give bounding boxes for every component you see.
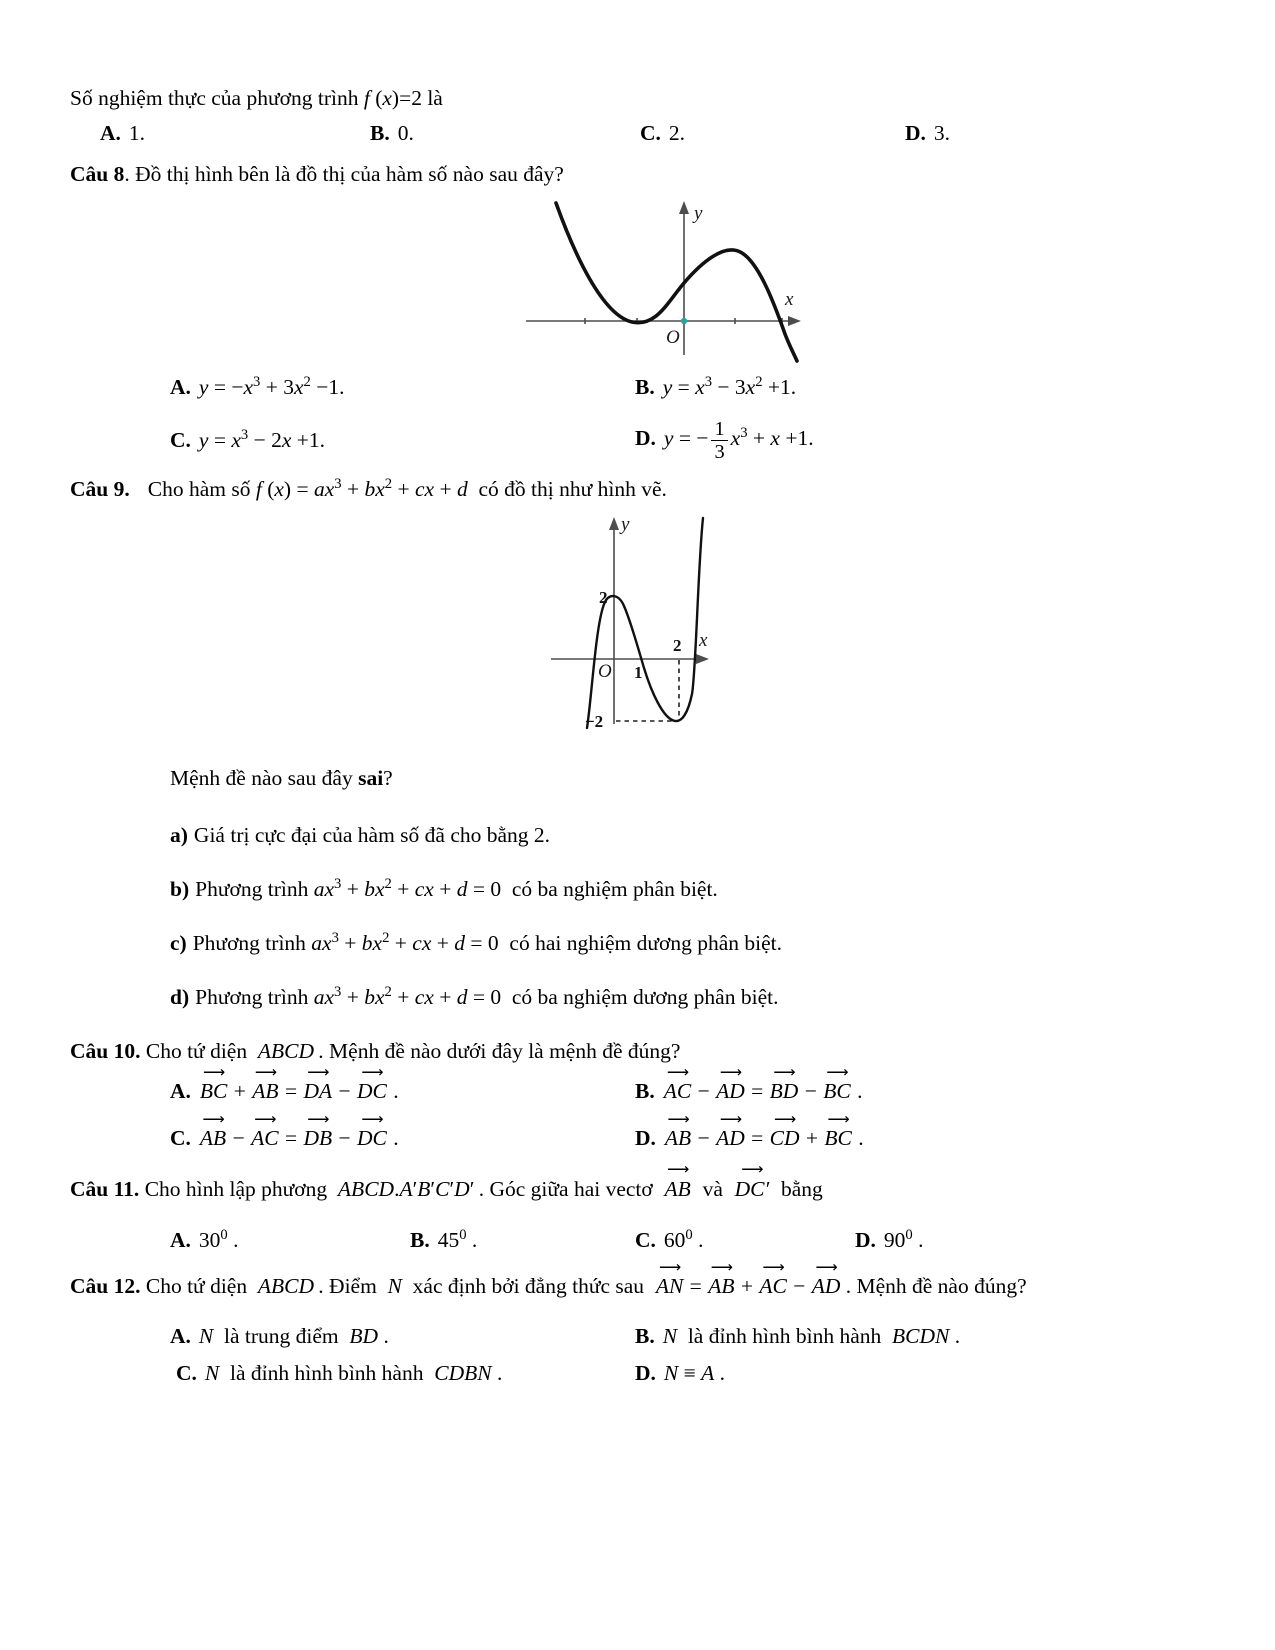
q9-ymax-label: 2 <box>599 588 608 608</box>
q12-option-d-label: D. <box>635 1361 656 1386</box>
q9-x-axis-arrow-icon <box>696 654 709 664</box>
q9-statement-c-label: c) <box>170 931 187 956</box>
q7-option-d-label: D. <box>905 121 926 146</box>
q10-option-b-label: B. <box>635 1079 655 1104</box>
q10-option-d-label: D. <box>635 1125 656 1150</box>
q7-option-a-text: 1. <box>128 121 146 146</box>
q9-x-axis-label: x <box>699 630 708 652</box>
q8-x-axis-arrow-icon <box>788 316 801 326</box>
q12-option-c <box>170 1359 635 1388</box>
q9-graph-svg <box>538 510 718 730</box>
q10-option-d-text: ⟶ AB − ⟶ AD = ⟶ CD + ⟶ BC . <box>664 1126 864 1150</box>
q11-stem <box>70 1170 1215 1209</box>
question-8 <box>70 160 1215 463</box>
q10-option-d <box>635 1119 1215 1158</box>
q8-y-axis-label: y <box>694 203 703 225</box>
q7-options <box>70 119 1215 148</box>
q9-number: Câu 9. <box>70 477 130 502</box>
q8-number: Câu 8 <box>70 162 125 187</box>
q10-number: Câu 10. <box>70 1039 141 1064</box>
q11-option-d-label: D. <box>855 1228 876 1253</box>
q9-stem-text: Cho hàm số f $(x) = ax^3 + bx^2$ + cx + d có đồ thị như hình vẽ. <box>147 476 667 502</box>
q11-option-c <box>635 1226 855 1255</box>
q8-y-axis-arrow-icon <box>679 201 689 214</box>
q12-number: Câu 12. <box>70 1274 141 1299</box>
q8-option-d-label: D. <box>635 426 656 451</box>
q11-option-d-text: $90^0$ . <box>883 1227 924 1253</box>
q12-stem <box>70 1267 1215 1306</box>
q10-option-a <box>170 1072 635 1111</box>
q10-option-a-label: A. <box>170 1079 191 1104</box>
q8-graph-svg <box>503 195 805 363</box>
q9-xtick2-label: 2 <box>673 636 682 656</box>
q11-option-a-text: $30^0$ . <box>198 1227 239 1253</box>
q7-stem: Số nghiệm thực của phương trình f (x)=2 là <box>70 86 443 110</box>
q12-option-c-text: N là đỉnh hình bình hành CDBN . <box>204 1361 503 1386</box>
q9-y-axis-label: y <box>621 514 630 536</box>
q7-option-b-text: 0. <box>397 121 414 146</box>
question-9 <box>70 475 1215 1012</box>
q8-origin-label: O <box>666 327 680 349</box>
q9-statement-c <box>70 929 1215 958</box>
q7-option-b <box>370 119 640 148</box>
q11-number: Câu 11. <box>70 1176 140 1201</box>
q11-option-a-label: A. <box>170 1228 191 1253</box>
q9-statement-c-text: Phương trình $ax^3 + bx^2$ + cx + d = 0 có hai nghiệm dương phân biệt. <box>192 930 783 956</box>
q12-option-a-text: N là trung điểm BD . <box>198 1324 389 1349</box>
q12-options <box>70 1322 1215 1388</box>
q8-option-c <box>170 426 635 455</box>
q7-option-a-label: A. <box>100 121 121 146</box>
q12-option-b-text: N là đỉnh hình bình hành BCDN . <box>662 1324 961 1349</box>
q9-function-graph <box>538 510 718 730</box>
q8-option-c-text: $y = x^3 - 2x +1$. <box>198 426 326 453</box>
q11-option-a <box>170 1226 410 1255</box>
q8-option-c-label: C. <box>170 428 191 453</box>
q12-option-d <box>635 1359 1215 1388</box>
question-11 <box>70 1170 1215 1256</box>
q8-option-a-text: $y = -x^3 + 3x^2 -1$. <box>198 373 345 400</box>
q8-option-a <box>170 373 635 402</box>
q12-option-b <box>635 1322 1215 1351</box>
q8-option-b-label: B. <box>635 375 655 400</box>
q7-option-c-label: C. <box>640 121 661 146</box>
q11-option-c-label: C. <box>635 1228 656 1253</box>
q9-cubic-curve <box>585 518 703 731</box>
q9-statement-d <box>70 983 1215 1012</box>
q9-xtick1-label: 1 <box>634 663 643 683</box>
q12-option-d-text: N ≡ A . <box>663 1361 726 1386</box>
q11-stem-text: Cho hình lập phương ABCD.A′B′C′D′ . Góc giữa hai vectơ ⟶ AB và ⟶ DC′ bằng <box>145 1177 823 1201</box>
q7-option-b-label: B. <box>370 121 390 146</box>
q9-origin-label: O <box>598 661 612 683</box>
q11-option-c-text: $60^0$ . <box>663 1227 704 1253</box>
q8-option-d <box>635 418 1215 463</box>
q9-statement-b-label: b) <box>170 877 190 902</box>
q12-option-c-label: C. <box>176 1361 197 1386</box>
q8-x-axis-label: x <box>785 289 794 311</box>
q10-stem-text: Cho tứ diện ABCD . Mệnh đề nào dưới đây là mệnh đề đúng? <box>145 1039 681 1064</box>
q12-stem-text: Cho tứ diện ABCD . Điểm N xác định bởi đẳng thức sau ⟶ AN = ⟶ AB + ⟶ AC − ⟶ AD . Mệnh đề nào đúng? <box>146 1274 1027 1298</box>
q8-function-graph <box>503 195 805 363</box>
q7-option-c-text: 2. <box>668 121 686 146</box>
question-10 <box>70 1037 1215 1157</box>
q7-option-d <box>905 119 1215 148</box>
q12-option-a <box>170 1322 635 1351</box>
q8-stem <box>70 160 1215 189</box>
q10-option-c <box>170 1119 635 1158</box>
q10-option-a-text: ⟶ BC + ⟶ AB = ⟶ DA − ⟶ DC . <box>199 1079 399 1103</box>
q7-option-c <box>640 119 905 148</box>
q9-stem <box>70 475 1215 504</box>
q8-option-d-text: y = − $\frac{1}{3}$ $x^3 + x +1$. <box>663 418 814 464</box>
q9-statement-b-text: Phương trình $ax^3 + bx^2$ + cx + d = 0 có ba nghiệm phân biệt. <box>195 876 718 902</box>
question-12 <box>70 1267 1215 1388</box>
q10-option-c-label: C. <box>170 1125 191 1150</box>
q9-ymin-label: −2 <box>585 712 604 731</box>
q11-options <box>70 1226 1215 1255</box>
q12-option-a-label: A. <box>170 1324 191 1349</box>
q9-question: Mệnh đề nào sau đây sai? <box>170 766 393 791</box>
q9-y-axis-arrow-icon <box>609 517 619 530</box>
question-7 <box>70 84 1215 148</box>
q11-option-d <box>855 1226 1215 1255</box>
q8-stem-text: . Đồ thị hình bên là đồ thị của hàm số nào sau đây? <box>124 162 564 187</box>
q11-option-b-text: $45^0$ . <box>437 1227 478 1253</box>
q7-option-a <box>100 119 370 148</box>
q9-statement-b <box>70 875 1215 904</box>
q8-origin-point <box>681 318 687 324</box>
q12-option-b-label: B. <box>635 1324 655 1349</box>
q10-stem <box>70 1037 1215 1066</box>
q7-option-d-text: 3. <box>933 121 951 146</box>
q10-options <box>70 1072 1215 1157</box>
q8-options <box>70 373 1215 463</box>
q11-option-b <box>410 1226 635 1255</box>
q9-statement-a-text: Giá trị cực đại của hàm số đã cho bằng 2. <box>193 823 551 848</box>
q10-option-b-text: ⟶ AC − ⟶ AD = ⟶ BD − ⟶ BC . <box>663 1079 863 1103</box>
q8-option-a-label: A. <box>170 375 191 400</box>
q9-statement-a <box>70 821 1215 850</box>
q9-statement-a-label: a) <box>170 823 188 848</box>
q8-option-b <box>635 373 1215 402</box>
q9-statement-d-label: d) <box>170 985 190 1010</box>
q11-option-b-label: B. <box>410 1228 430 1253</box>
q9-statement-d-text: Phương trình $ax^3 + bx^2$ + cx + d = 0 có ba nghiệm dương phân biệt. <box>195 984 779 1010</box>
q8-option-b-text: $y = x^3 - 3x^2 +1$. <box>662 373 797 400</box>
q10-option-c-text: ⟶ AB − ⟶ AC = ⟶ DB − ⟶ DC . <box>199 1126 399 1150</box>
